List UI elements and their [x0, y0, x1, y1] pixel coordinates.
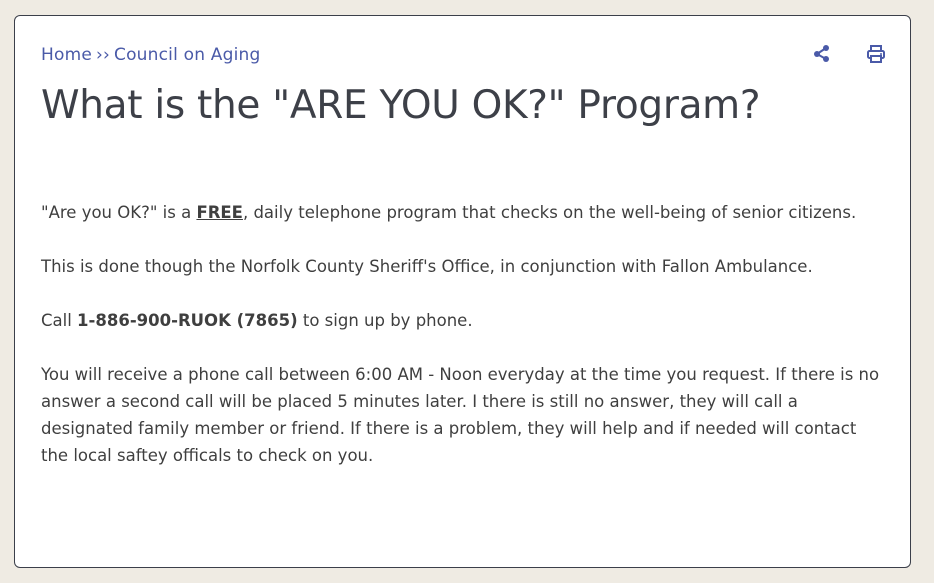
breadcrumb [41, 45, 261, 65]
content-card [14, 15, 911, 568]
breadcrumb-separator: ›› [96, 45, 111, 65]
signup-text-end: to sign up by phone. [297, 311, 473, 330]
paragraph-intro [41, 199, 881, 226]
page-title: What is the "ARE YOU OK?" Program? [41, 83, 761, 128]
breadcrumb-current-link[interactable]: Council on Aging [114, 45, 261, 65]
paragraph-signup [41, 307, 881, 334]
paragraph-details: You will receive a phone call between 6:00 AM - Noon everyday at the time you request. If there is no answer a second call will be placed 5 minutes later. I there is still no answer, they will call a designated family member or friend. If there is a problem, they will help and if needed will contact the local saftey officals to check on you. [41, 365, 880, 465]
free-emphasis: FREE [196, 203, 243, 222]
intro-text-end: , daily telephone program that checks on the well-being of senior citizens. [242, 203, 857, 222]
breadcrumb-home-link[interactable]: Home [41, 45, 93, 65]
phone-number: 1-886-900-RUOK (7865) [77, 311, 298, 330]
article-body [41, 199, 881, 496]
share-icon[interactable] [812, 44, 832, 64]
page-tools [812, 44, 886, 64]
print-icon[interactable] [866, 44, 886, 64]
paragraph-partners: This is done though the Norfolk County Sheriff's Office, in conjunction with Fallon Ambulance. [41, 257, 813, 276]
intro-text-start: "Are you OK?" is a [41, 203, 197, 222]
signup-text-start: Call [41, 311, 78, 330]
